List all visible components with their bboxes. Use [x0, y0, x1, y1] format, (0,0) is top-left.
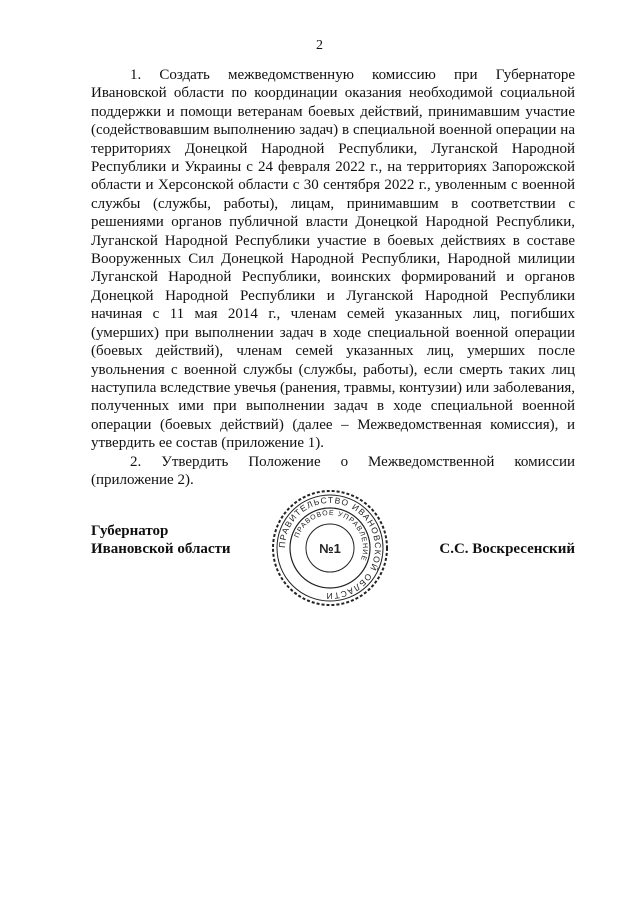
stamp-ring-text: ПРАВИТЕЛЬСТВО ИВАНОВСКОЙ ОБЛАСТИ	[276, 494, 384, 602]
paragraph-1: 1. Создать межведомственную комиссию при Губернаторе Ивановской области по координации оказания необходимой социальной поддержки и помощи ветеранам боевых действий, принимавшим участие (содействовавшим выполнению задач) в специальной военной операции на территориях Донецкой Народной Республики, Луганской Народной Республики и Украины с 24 февраля 2022 г., на территориях Запорожской области и Херсонской области с 30 сентября 2022 г., уволенным с военной службы (службы, работы), лицам, принимавшим в соответствии с решениями органов публичной власти Донецкой Народной Республики, Луганской Народной Республики участие в боевых действиях в составе Вооруженных Сил Донецкой Народной Республики, Народной милиции Луганской Народной Республики, воинских формирований и органов Донецкой Народной Республики и Луганской Народной Республики начиная с 11 мая 2014 г., членам семей указанных лиц, погибших (умерших) при выполнении задач в ходе специальной военной операции (боевых действий), членам семей указанных лиц, умерших после увольнения с военной службы (службы, работы), если смерть таких лиц наступила вследствие увечья (ранения, травмы, контузии) или заболевания, полученных ими при выполнении задач в ходе специальной военной операции (боевых действий) (далее – Межведомственная комиссия), и утвердить ее состав (приложение 1).	[91, 67, 575, 452]
signatory-title-line2: Ивановской области	[91, 541, 231, 557]
signatory-name: С.С. Воскресенский	[439, 541, 575, 557]
stamp-number: №1	[319, 541, 341, 556]
page-number: 2	[316, 38, 323, 53]
document-body	[91, 66, 575, 489]
paragraph-2: 2. Утвердить Положение о Межведомственной комиссии (приложение 2).	[91, 453, 575, 488]
official-stamp	[270, 488, 390, 608]
signatory-title-line1: Губернатор	[91, 523, 169, 539]
signatory-title	[91, 522, 231, 558]
stamp-inner-text: ПРАВОВОЕ УПРАВЛЕНИЕ	[293, 509, 369, 562]
